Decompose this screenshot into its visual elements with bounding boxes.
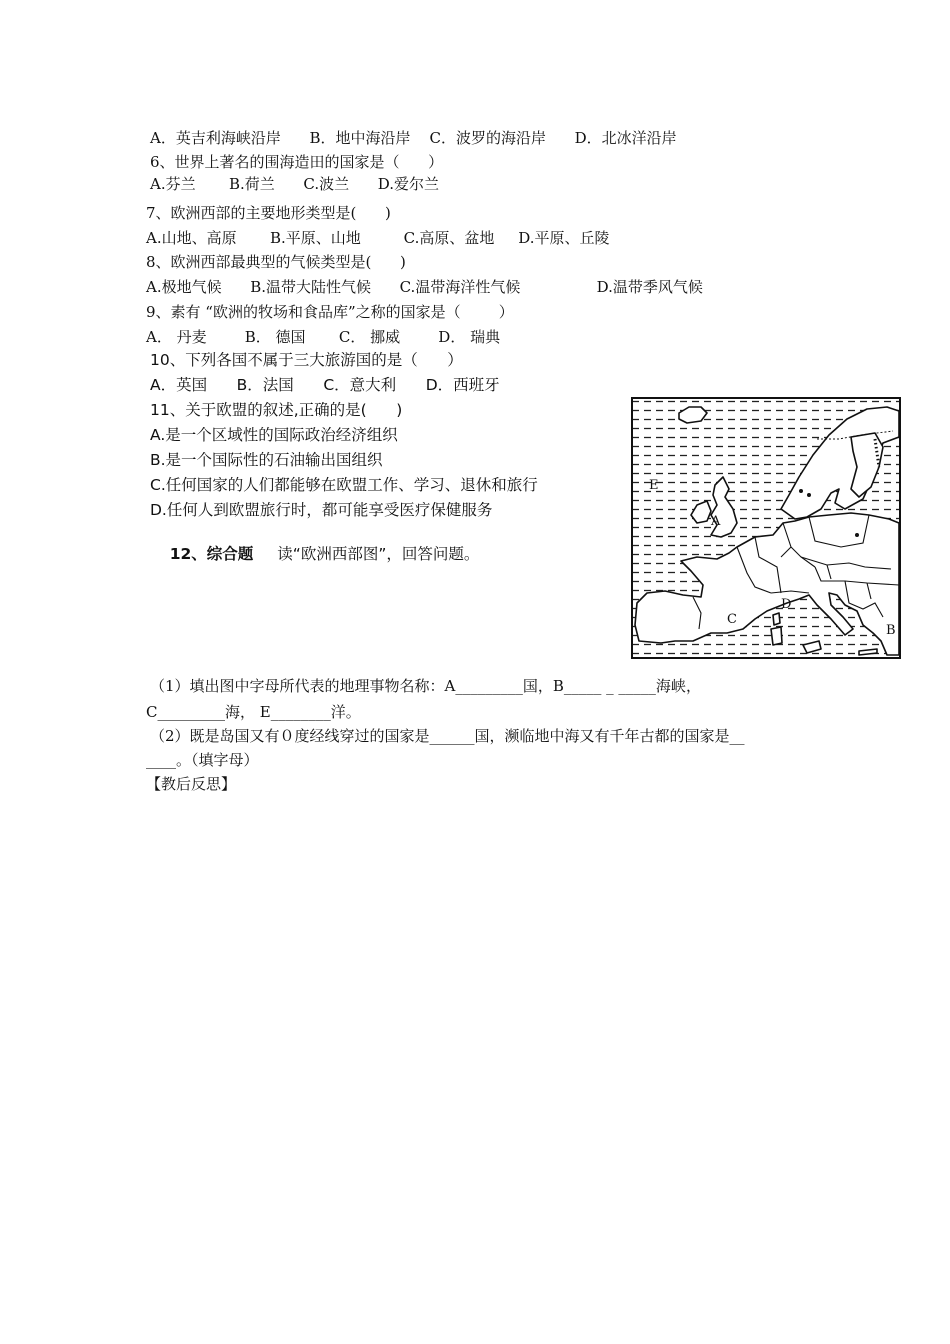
western-europe-map [631, 397, 901, 659]
map-label-a: A [711, 514, 721, 529]
q7-question: 7、欧洲西部的主要地形类型是( ) [146, 204, 391, 222]
q11-option-b: B.是一个国际性的石油输出国组织 [150, 451, 383, 469]
q12-part2-line2: ____。（填字母） [146, 751, 259, 769]
q12-part2-line1: （2）既是岛国又有０度经线穿过的国家是______国，濒临地中海又有千年古都的国家是__ [150, 727, 745, 745]
q12-instruction: 读“欧洲西部图”，回答问题。 [277, 545, 480, 563]
q11-option-d: D.任何人到欧盟旅行时，都可能享受医疗保健服务 [150, 501, 493, 519]
q12-title: 12、综合题 [169, 545, 254, 563]
q11-option-a: A.是一个区域性的国际政治经济组织 [150, 426, 398, 444]
reflection-heading: 【教后反思】 [146, 775, 237, 793]
q11-question: 11、关于欧盟的叙述,正确的是( ) [150, 401, 403, 419]
q12-part1-line1: （1）填出图中字母所代表的地理事物名称：A_________国，B_____ _ _____海峡， [150, 677, 701, 695]
q9-options: A． 丹麦 B． 德国 C． 挪威 D． 瑞典 [146, 328, 501, 346]
sardinia-island [771, 627, 782, 645]
map-label-c: C [727, 612, 737, 627]
q11-option-c: C.任何国家的人们都能够在欧盟工作、学习、退休和旅行 [150, 476, 538, 494]
q10-options: A．英国 B．法国 C．意大利 D．西班牙 [150, 376, 500, 394]
q12-heading [150, 524, 479, 584]
q9-question: 9、素有 “欧洲的牧场和食品库”之称的国家是（ ） [146, 303, 514, 321]
q8-question: 8、欧洲西部最典型的气候类型是( ) [146, 253, 406, 271]
map-label-d: D [781, 597, 792, 612]
q5-options: A．英吉利海峡沿岸 B．地中海沿岸 C．波罗的海沿岸 D．北冰洋沿岸 [150, 129, 677, 147]
q6-options: A.芬兰 B.荷兰 C.波兰 D.爱尔兰 [150, 175, 439, 193]
map-label-e: E [649, 478, 659, 493]
q7-options: A.山地、高原 B.平原、山地 C.高原、盆地 D.平原、丘陵 [146, 229, 610, 247]
map-label-b: B [886, 623, 896, 638]
corsica-island [773, 613, 780, 625]
q6-question: 6、世界上著名的围海造田的国家是（ ） [150, 153, 444, 171]
q10-question: 10、下列各国不属于三大旅游国的是（ ） [150, 351, 463, 369]
q12-part1-line2: C_________海， E________洋。 [146, 703, 361, 721]
q8-options: A.极地气候 B.温带大陆性气候 C.温带海洋性气候 D.温带季风气候 [146, 278, 703, 296]
crete-island [859, 649, 877, 655]
